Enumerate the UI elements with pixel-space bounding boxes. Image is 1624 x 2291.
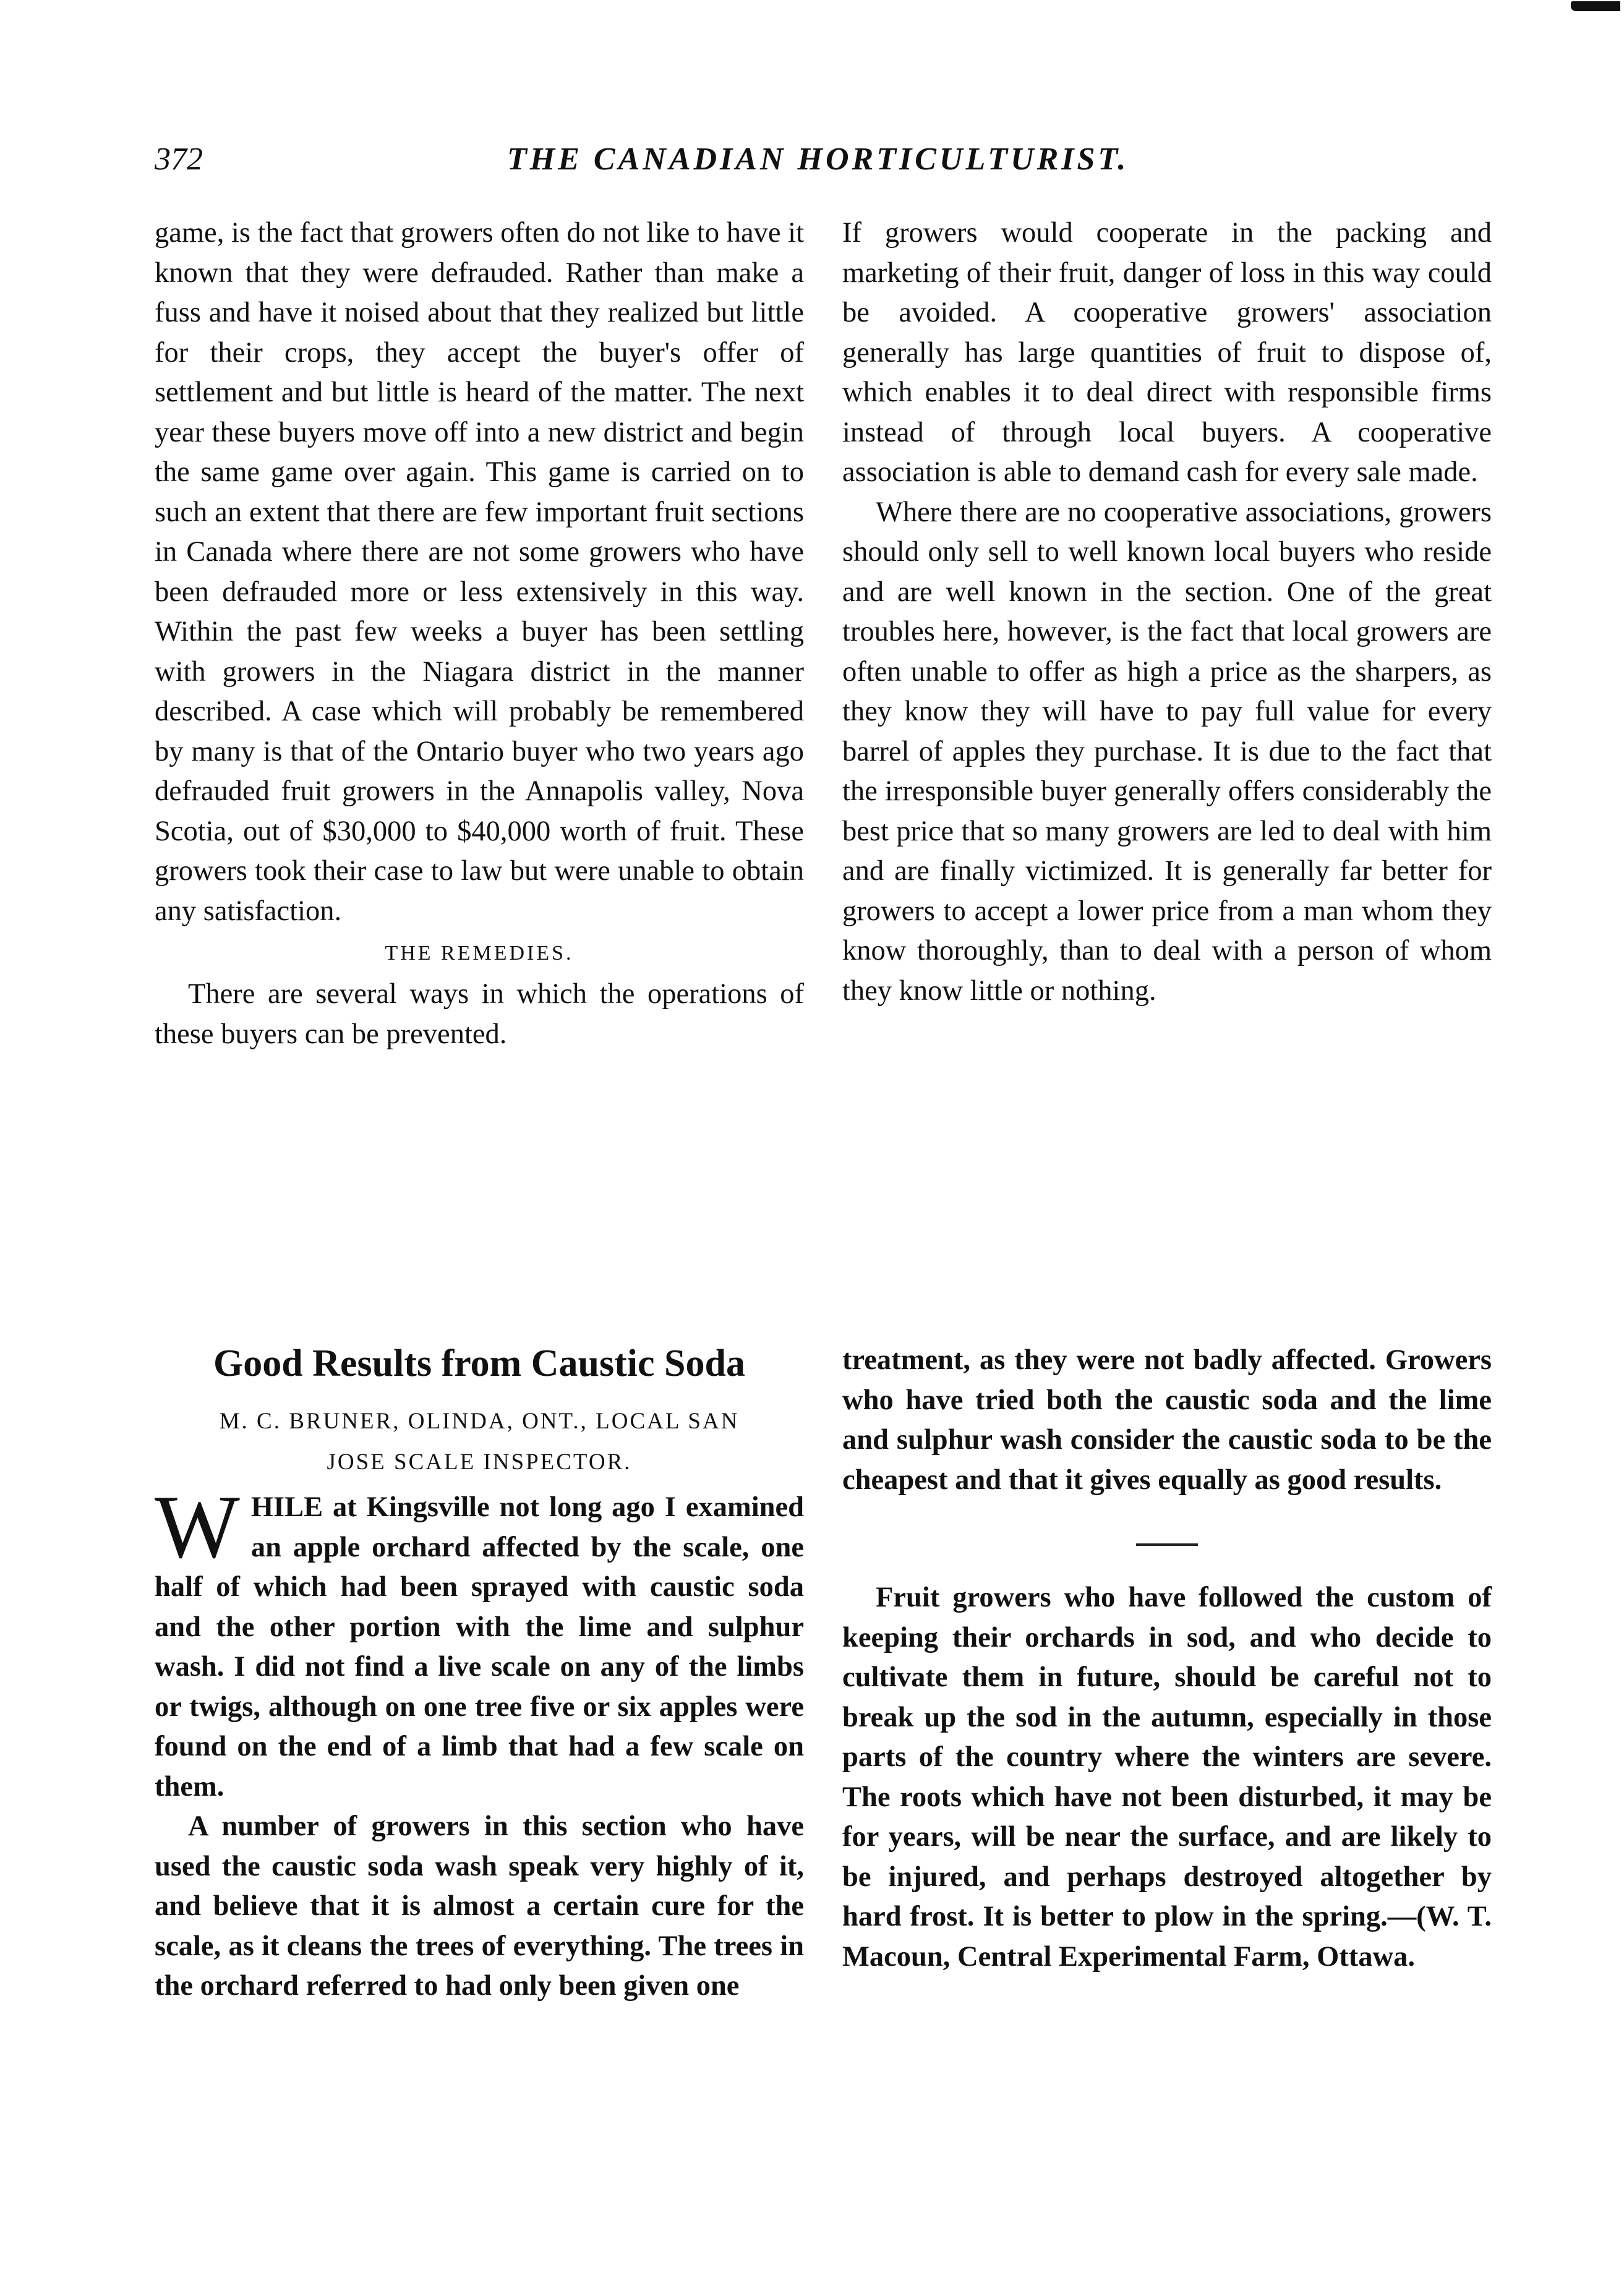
remedies-paragraph: There are several ways in which the operations of these buyers can be prevented. — [155, 978, 804, 1050]
article2-right-column — [842, 1341, 1492, 1977]
article2-paragraph-1-text: HILE at Kingsville not long ago I examined an apple orchard affected by the scale, one half of which had been sprayed with caustic soda and the other portion with the lime and sulphur wash. I did not find a live scale on any of the limbs or twigs, although on one tree five or six apples were found on the end of a limb that had a few scale on them. — [155, 1491, 804, 1803]
page-header — [155, 141, 1391, 190]
byline — [155, 1401, 804, 1483]
article1-paragraph-continued: game, is the fact that growers often do not like to have it known that they were defrauded. Rather than make a fuss and have it noised about that they realized but little for their crops, they accept the buyer's offer of settlement and but little is heard of the matter. The next year these buyers move off into a new district and begin the same game over again. This game is carried on to such an extent that there are few important fruit sections in Canada where there are not some growers who have been defrauded more or less extensively in this way. Within the past few weeks a buyer has been settling with growers in the Niagara district in the manner described. A case which will probably be remembered by many is that of the Ontario buyer who two years ago defrauded fruit growers in the Annapolis valley, Nova Scotia, out of $30,000 to $40,000 worth of fruit. These growers took their case to law but were unable to obtain any satisfaction. — [155, 217, 804, 927]
article2-paragraph-1 — [155, 1477, 804, 1807]
scan-corner-mark — [1571, 1, 1620, 11]
local-buyers-paragraph: Where there are no cooperative associations, growers should only sell to well known local buyers who reside and are well known in the section. One of the great troubles here, however, is the fact that local growers are often unable to offer as high a price as the sharpers, as they know they will have to pay full value for every barrel of apples they purchase. It is due to the fact that the irresponsible buyer generally offers considerably the best price that so many growers are led to deal with him and are finally victimized. It is generally far better for growers to accept a lower price from a man whom they know thoroughly, than to deal with a person of whom they know little or nothing. — [842, 496, 1492, 1007]
article2-paragraph-2: A number of growers in this section who have used the caustic soda wash speak very highly of it, and believe that it is almost a certain cure for the scale, as it cleans the trees of everything. The trees in the orchard referred to had only been given one — [155, 1811, 804, 2002]
byline-line-2: JOSE SCALE INSPECTOR. — [327, 1449, 632, 1475]
article1-right-column — [842, 213, 1492, 1011]
remedies-heading: THE REMEDIES. — [385, 942, 574, 965]
journal-title: THE CANADIAN HORTICULTURIST. — [507, 142, 1129, 177]
article-title: Good Results from Caustic Soda — [213, 1342, 746, 1384]
cooperation-paragraph: If growers would cooperate in the packing and marketing of their fruit, danger of loss in this way could be avoided. A cooperative growers' association generally has large quantities of fruit to dispose of, which enables it to deal direct with responsible firms instead of through local buyers. A cooperative association is able to demand cash for every sale made. — [842, 217, 1492, 488]
sod-note-paragraph: Fruit growers who have followed the custom of keeping their orchards in sod, and who decide to cultivate them in future, should be careful not to break up the sod in the autumn, especially in those parts of the country where the winters are severe. The roots which have not been disturbed, it may be for years, will be near the surface, and are likely to be injured, and perhaps destroyed altogether by hard frost. It is better to plow in the spring.—(W. T. Macoun, Central Experimental Farm, Ottawa. — [842, 1582, 1492, 1973]
byline-line-1: M. C. BRUNER, OLINDA, ONT., LOCAL SAN — [219, 1409, 740, 1434]
drop-cap: W — [155, 1477, 240, 1577]
article2-left-column — [155, 1341, 804, 2007]
section-divider — [1136, 1543, 1198, 1546]
page-number: 372 — [155, 142, 203, 177]
article2-paragraph-3: treatment, as they were not badly affected. Growers who have tried both the caustic soda and the lime and sulphur wash consider the caustic soda to be the cheapest and that it gives equally as good results. — [842, 1344, 1492, 1496]
article1-left-column — [155, 213, 804, 1054]
